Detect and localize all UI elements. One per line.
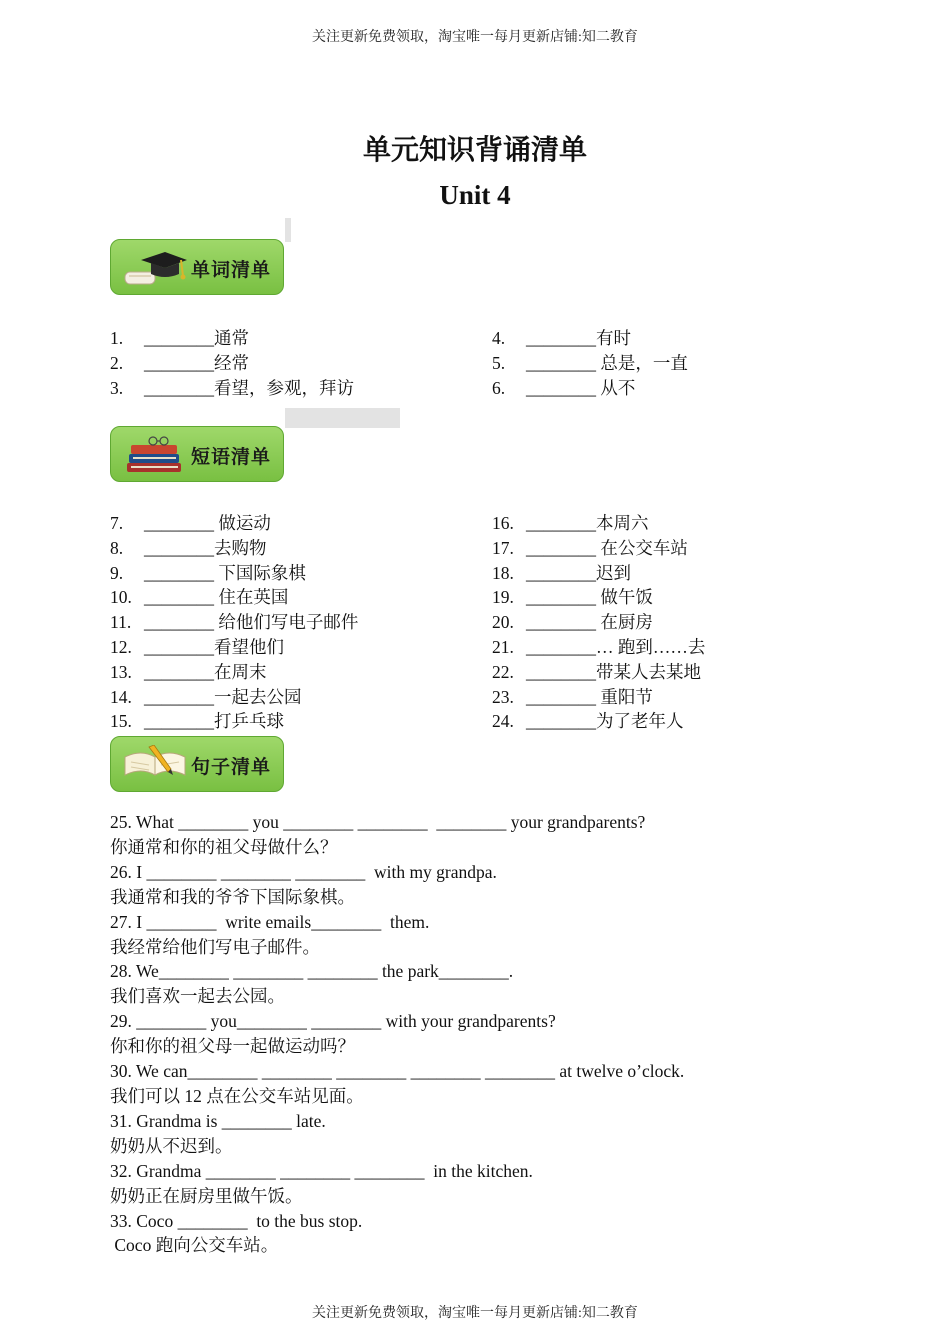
item-text: ________去购物 <box>144 537 267 558</box>
item-text: ________经常 <box>144 352 249 373</box>
phrase-item <box>110 561 358 586</box>
item-number: 22. <box>492 661 514 682</box>
sentence-prompt: 27. I ________ write emails________ them. <box>110 911 430 932</box>
item-number: 1. <box>110 328 124 348</box>
item-text: ________ 总是，一直 <box>526 352 688 373</box>
notebook-pencil-icon <box>121 745 189 785</box>
sentence-prompt: 33. Coco ________ to the bus stop. <box>110 1210 363 1231</box>
item-text: ________ 从不 <box>526 377 636 398</box>
item-text: ________为了老年人 <box>526 711 684 732</box>
page-footer: 关注更新免费领取，淘宝唯一每月更新店铺:知二教育 <box>312 1306 638 1321</box>
item-number: 10. <box>110 587 132 608</box>
phrase-item <box>492 511 705 536</box>
phrases-section-badge <box>110 426 284 482</box>
page-title: 单元知识背诵清单 <box>362 135 587 166</box>
page-header: 关注更新免费领取，淘宝唯一每月更新店铺:知二教育 <box>312 30 638 45</box>
item-number: 18. <box>492 562 514 583</box>
item-text: ________本周六 <box>526 513 649 533</box>
words-section-label: 单词清单 <box>191 259 272 281</box>
sentence-translation: 奶奶从不迟到。 <box>110 1135 233 1156</box>
sentence-translation: 我们喜欢一起去公园。 <box>110 986 285 1007</box>
item-number: 9. <box>110 562 124 583</box>
item-text: ________ 做午饭 <box>526 587 653 608</box>
item-text: ________看望，参观，拜访 <box>144 377 354 398</box>
item-text: ________通常 <box>144 328 249 348</box>
item-text: ________一起去公园 <box>144 686 302 707</box>
decorative-bar <box>285 408 400 428</box>
sentence-translation: 我经常给他们写电子邮件。 <box>110 936 320 957</box>
item-text: ________ 给他们写电子邮件 <box>144 612 359 633</box>
phrase-item <box>492 610 705 635</box>
item-number: 21. <box>492 636 514 657</box>
sentence-translation: 我通常和我的爷爷下国际象棋。 <box>110 886 355 907</box>
sentence-translation: 我们可以 12 点在公交车站见面。 <box>110 1085 364 1106</box>
item-number: 20. <box>492 612 514 633</box>
sentence-prompt: 28. We________ ________ ________ the park________. <box>110 961 514 982</box>
item-text: ________有时 <box>526 328 631 348</box>
word-item <box>492 351 688 376</box>
item-number: 17. <box>492 537 514 558</box>
item-text: ________在周末 <box>144 661 267 682</box>
item-number: 6. <box>492 377 506 398</box>
item-number: 11. <box>110 612 132 633</box>
graduation-cap-icon <box>121 248 189 288</box>
sentence-prompt: 26. I ________ ________ ________ with my grandpa. <box>110 861 497 882</box>
sentence-prompt: 29. ________ you________ ________ with your grandparents? <box>110 1011 556 1032</box>
unit-title: Unit 4 <box>439 180 511 210</box>
sentences-list <box>110 810 684 1258</box>
phrase-item <box>492 685 705 710</box>
phrase-item <box>492 585 705 610</box>
phrases-section-label: 短语清单 <box>191 446 272 468</box>
item-text: ________ 在公交车站 <box>526 537 688 558</box>
item-number: 15. <box>110 711 132 732</box>
phrase-item <box>110 585 358 610</box>
item-number: 23. <box>492 686 514 707</box>
phrase-item <box>492 709 705 734</box>
phrase-item <box>110 536 358 561</box>
item-text: ________ 下国际象棋 <box>144 562 306 583</box>
item-number: 16. <box>492 513 514 533</box>
phrase-item <box>110 511 358 536</box>
phrase-item <box>110 660 358 685</box>
item-text: ________打乒乓球 <box>144 711 284 732</box>
item-number: 4. <box>492 328 506 348</box>
word-item <box>110 351 354 376</box>
sentence-prompt: 25. What ________ you ________ ________ ________ your grandparents? <box>110 812 646 832</box>
phrase-item <box>110 685 358 710</box>
word-item <box>110 376 354 401</box>
item-number: 19. <box>492 587 514 608</box>
item-number: 5. <box>492 352 506 373</box>
item-text: ________带某人去某地 <box>526 661 701 682</box>
item-text: ________… 跑到……去 <box>526 636 706 657</box>
phrase-item <box>492 561 705 586</box>
word-item <box>492 376 688 401</box>
phrase-item <box>492 660 705 685</box>
sentences-section-badge <box>110 736 284 792</box>
item-number: 14. <box>110 686 132 707</box>
sentence-translation: 你和你的祖父母一起做运动吗？ <box>110 1036 355 1057</box>
decorative-bar <box>285 218 291 242</box>
phrases-right-column <box>492 511 705 734</box>
item-text: ________ 住在英国 <box>144 587 289 608</box>
sentence-prompt: 31. Grandma is ________ late. <box>110 1110 326 1131</box>
words-section-badge <box>110 239 284 295</box>
item-number: 8. <box>110 537 124 558</box>
item-text: ________看望他们 <box>144 636 284 657</box>
sentences-section-label: 句子清单 <box>191 756 272 778</box>
sentence-prompt: 30. We can________ ________ ________ ________ ________ at twelve o’clock. <box>110 1061 685 1082</box>
item-number: 7. <box>110 513 124 533</box>
word-item <box>110 326 354 351</box>
phrase-item <box>110 709 358 734</box>
item-number: 2. <box>110 352 124 373</box>
item-text: ________ 做运动 <box>144 513 271 533</box>
sentence-translation: 你通常和你的祖父母做什么？ <box>110 836 338 857</box>
phrase-item <box>492 536 705 561</box>
item-number: 13. <box>110 661 132 682</box>
phrases-left-column <box>110 511 358 734</box>
item-number: 12. <box>110 636 132 657</box>
item-number: 3. <box>110 377 124 398</box>
item-text: ________ 在厨房 <box>526 612 653 633</box>
sentence-translation: 奶奶正在厨房里做午饭。 <box>110 1185 303 1206</box>
phrase-item <box>110 635 358 660</box>
sentence-translation: Coco 跑向公交车站。 <box>110 1235 279 1256</box>
words-right-column <box>492 326 688 400</box>
phrase-item <box>110 610 358 635</box>
books-stack-icon <box>121 435 189 475</box>
phrase-item <box>492 635 705 660</box>
item-number: 24. <box>492 711 514 732</box>
item-text: ________迟到 <box>526 562 631 583</box>
words-left-column <box>110 326 354 400</box>
item-text: ________ 重阳节 <box>526 686 653 707</box>
word-item <box>492 326 688 351</box>
sentence-prompt: 32. Grandma ________ ________ ________ in the kitchen. <box>110 1160 533 1181</box>
